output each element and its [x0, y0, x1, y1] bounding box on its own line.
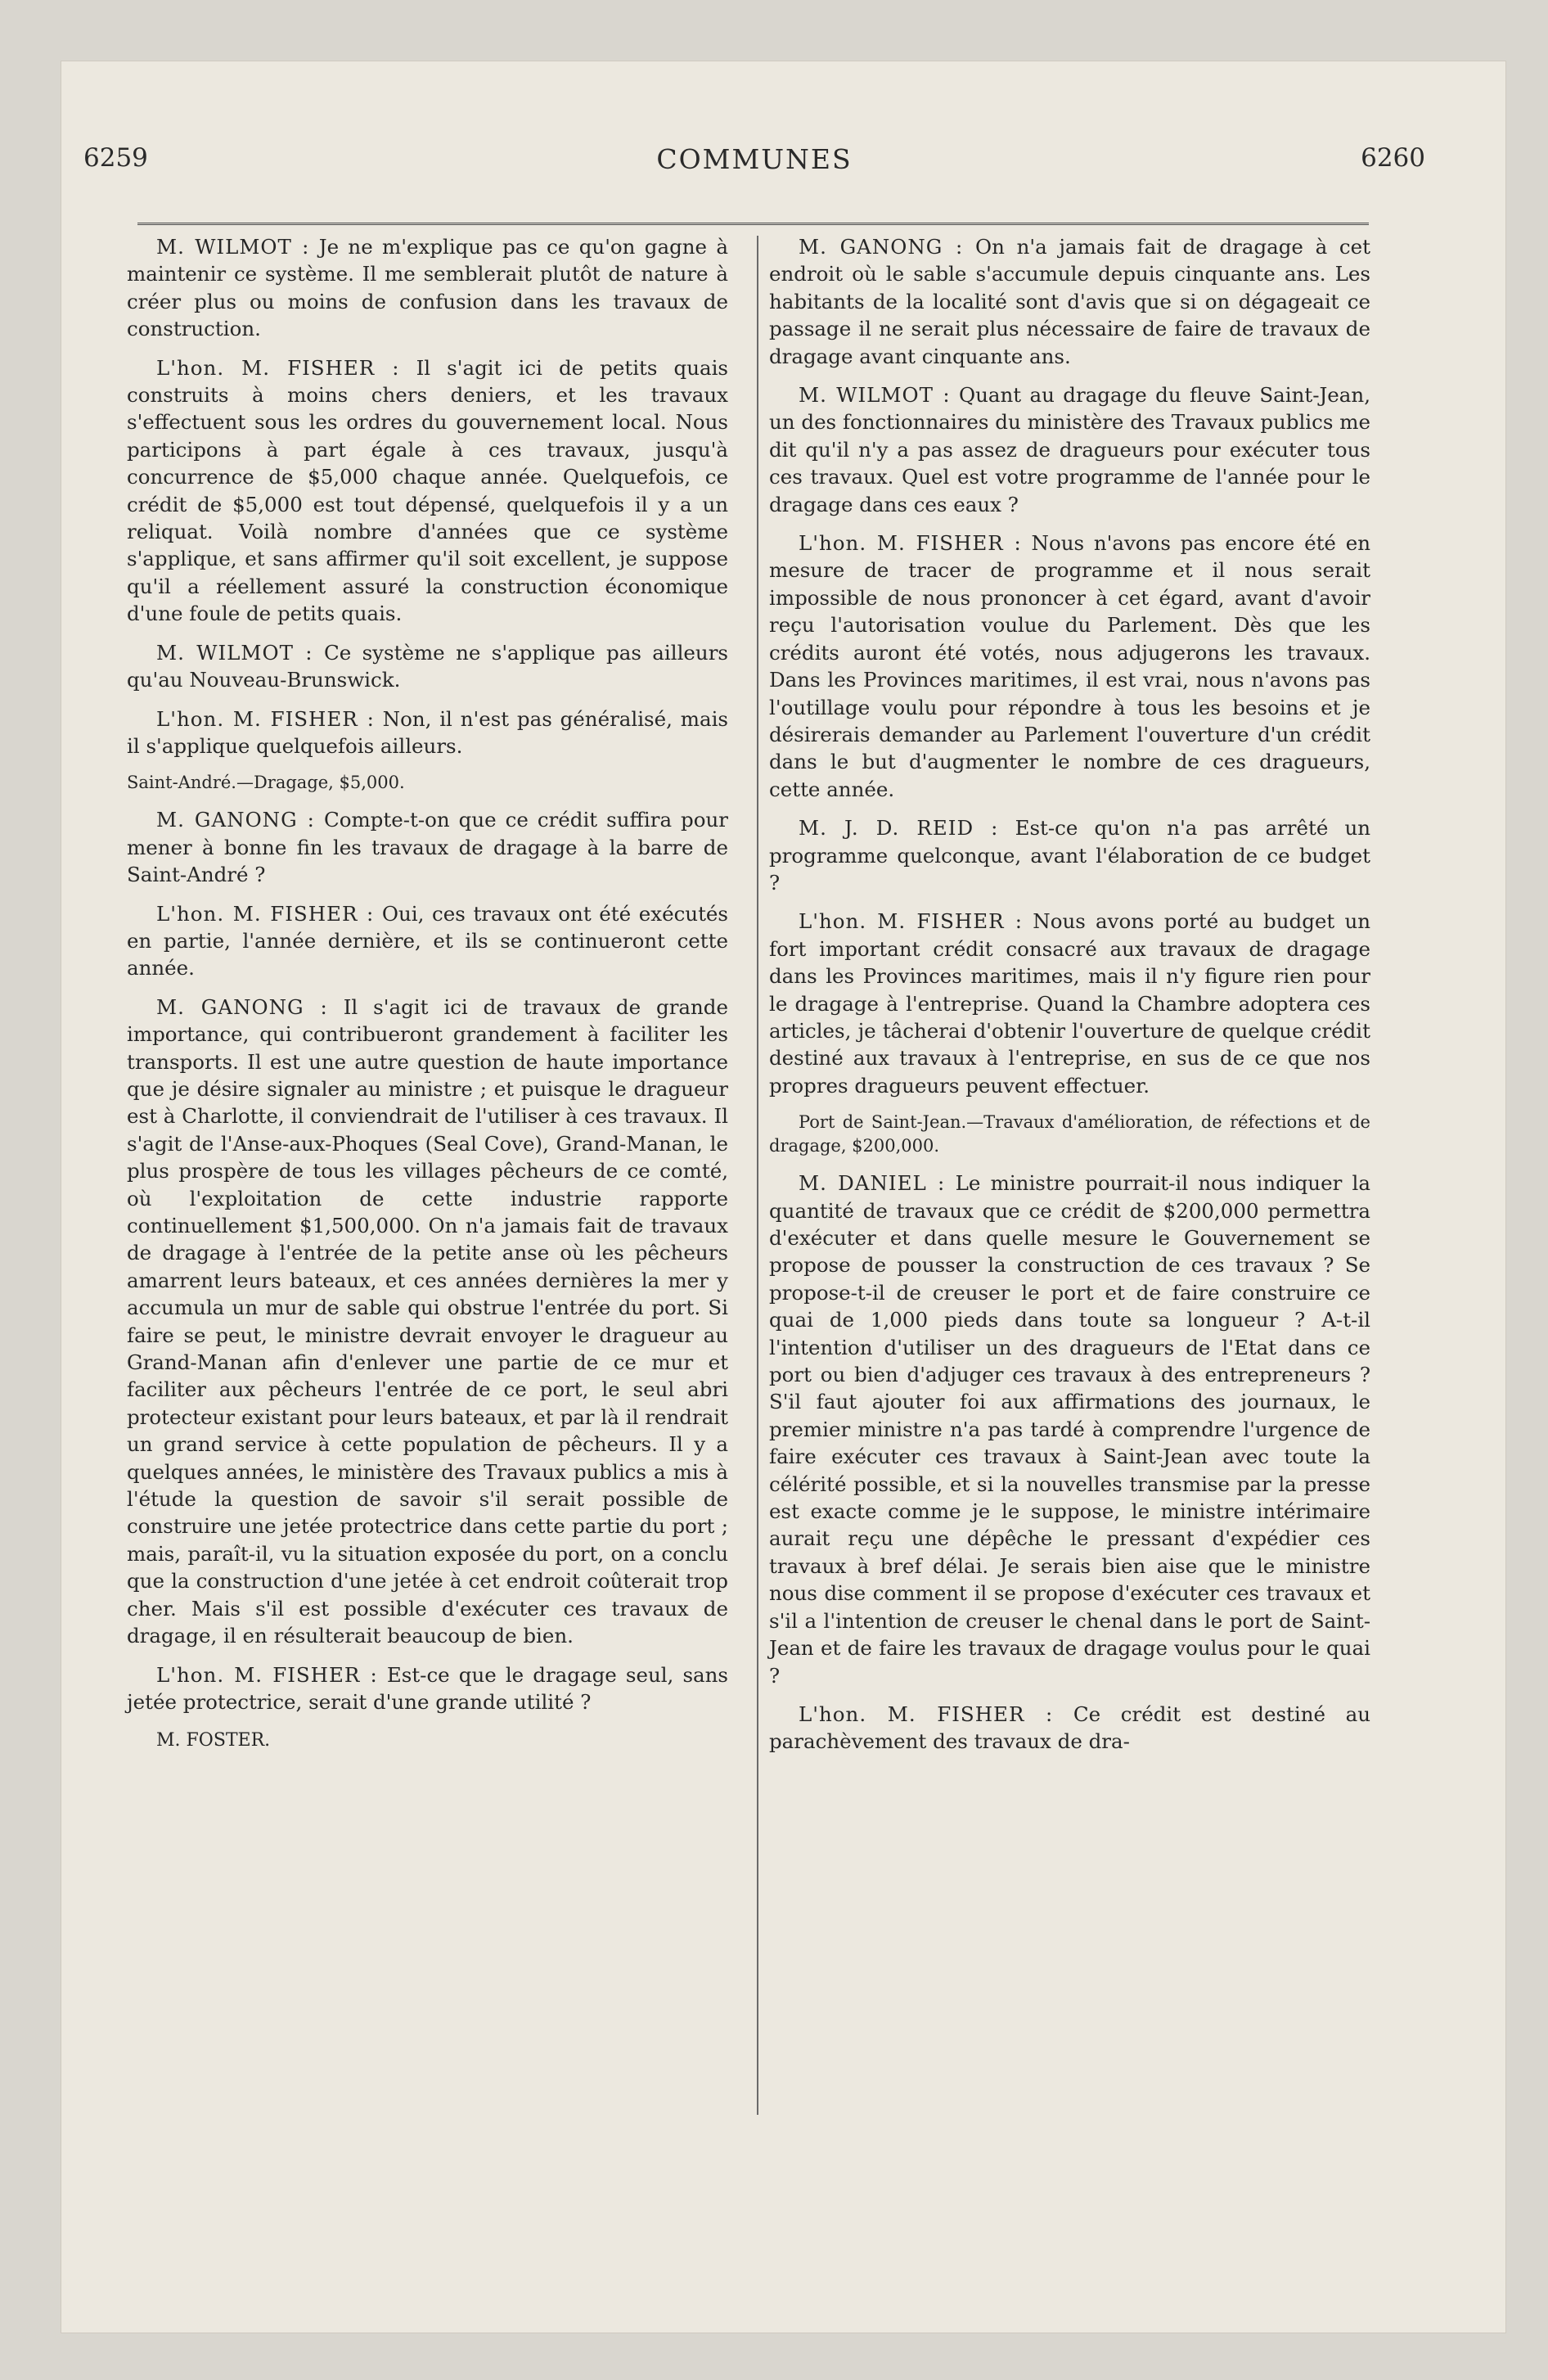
paragraph [127, 1661, 728, 1716]
speaker-name: L'hon. M. FISHER : [156, 706, 375, 731]
paragraph [127, 705, 728, 760]
page-title: COMMUNES [656, 143, 853, 175]
speaker-name: L'hon. M. FISHER : [156, 901, 375, 926]
budget-item: Saint-André.—Dragage, $5,000. [127, 773, 405, 793]
speaker-name: M. GANONG : [156, 994, 328, 1019]
page-number-left: 6259 [83, 143, 148, 173]
speaker-name: M. WILMOT : [799, 383, 951, 408]
speech-text: Non, il n'est pas généralisé, mais il s'applique quelquefois ailleurs. [127, 706, 728, 758]
speech-text: Nous n'avons pas encore été en mesure de tracer de programme et il nous serait impossible de nous prononcer à cet égard, avant d'avoir reçu l'autorisation voulue du Parlement. Dès que les crédits auront été votés, nous adjugerons les travaux. Dans les Provinces maritimes, il est vrai, nous n'avons pas l'outillage voulu pour répondre à tous les besoins et je désirerais demander au Parlement l'ouverture d'un crédit dans le but d'augmenter le nombre de ces dragueurs, cette année. [769, 531, 1370, 801]
speech-text: Le ministre pourrait-il nous indiquer la quantité de travaux que ce crédit de $200,000 permettra d'exécuter et dans quelle mesure le Gouvernement se propose de pousser la construction de ces travaux ? Se propose-t-il de creuser le port et de faire construire ce quai de 1,000 pieds dans toute sa longueur ? A-t-il l'intention d'utiliser un des dragueurs de l'Etat dans ce port ou bien d'adjuger ces travaux à des entrepreneurs ? S'il faut ajouter foi aux affirmations des journaux, le premier ministre n'a pas tardé à comprendre l'urgence de faire exécuter ces travaux à Saint-Jean avec toute la célérité possible, et si la nouvelles transmise par la presse est exacte comme je le suppose, le ministre intérimaire aurait reçu une dépêche le pressant d'expédier ces travaux à bref délai. Je serais bien aise que le ministre nous dise comment il se propose d'exécuter ces travaux et s'il a l'intention de creuser le chenal dans le port de Saint-Jean et de faire les travaux de dragage voulus pour le quai ? [769, 1171, 1370, 1688]
paragraph [127, 639, 728, 694]
speech-text: Quant au dragage du fleuve Saint-Jean, un des fonctionnaires du ministère des Travaux publics me dit qu'il n'y a pas assez de dragueurs pour exécuter tous ces travaux. Quel est votre programme de l'année pour le dragage dans ces eaux ? [769, 383, 1370, 516]
paragraph [769, 530, 1370, 803]
paragraph [127, 806, 728, 888]
speaker-name: M. DANIEL : [799, 1171, 946, 1196]
speaker-name: M. WILMOT : [156, 640, 313, 665]
paragraph [769, 908, 1370, 1099]
speech-text: On n'a jamais fait de dragage à cet endroit où le sable s'accumule depuis cinquante ans. Les habitants de la localité sont d'avis que si on dégageait ce passage il ne serait plus nécessaire de faire de travaux de dragage avant cinquante ans. [769, 235, 1370, 368]
speech-text: Compte-t-on que ce crédit suffira pour mener à bonne fin les travaux de dragage à la barre de Saint-André ? [127, 808, 728, 887]
budget-item: Port de Saint-Jean.—Travaux d'amélioration, de réfections et de dragage, $200,000. [769, 1112, 1370, 1156]
paragraph [127, 354, 728, 628]
paragraph [769, 233, 1370, 370]
speech-text: Ce crédit est destiné au parachèvement des travaux de dra- [769, 1702, 1370, 1754]
page-number-right: 6260 [1361, 143, 1425, 173]
speaker-name: L'hon. M. FISHER : [156, 355, 400, 380]
speaker-name: M. GANONG : [799, 235, 964, 259]
paragraph [127, 233, 728, 343]
paragraph [127, 994, 728, 1650]
speaker-name: L'hon. M. FISHER : [799, 909, 1024, 934]
speaker-name: M. GANONG : [156, 808, 315, 832]
speech-text: Est-ce qu'on n'a pas arrêté un programme quelconque, avant l'élaboration de ce budget ? [769, 816, 1371, 895]
speech-text: Je ne m'explique pas ce qu'on gagne à maintenir ce système. Il me semblerait plutôt de nature à créer plus ou moins de confusion dans les travaux de construction. [127, 235, 728, 341]
left-column [127, 233, 728, 1766]
paragraph [769, 814, 1370, 896]
speech-text: Est-ce que le dragage seul, sans jetée protectrice, serait d'une grande utilité ? [127, 1662, 728, 1714]
speech-text: Il s'agit ici de petits quais construits à moins chers deniers, et les travaux s'effectuent sous les ordres du gouvernement local. Nous participons à part égale à ces travaux, jusqu'à concurrence de $5,000 chaque année. Quelquefois, ce crédit de $5,000 est tout dépensé, quelquefois il y a un reliquat. Voilà nombre d'années que ce système s'applique, et sans affirmer qu'il soit excellent, je suppose qu'il a réellement assuré la construction économique d'une foule de petits quais. [127, 355, 728, 626]
speaker-name: L'hon. M. FISHER : [156, 1662, 378, 1687]
right-column [769, 233, 1370, 1767]
column-divider [757, 236, 758, 2115]
paragraph [127, 900, 728, 982]
speech-text: Nous avons porté au budget un fort important crédit consacré aux travaux de dragage dans les Provinces maritimes, mais il n'y figure rien pour le dragage à l'entreprise. Quand la Chambre adoptera ces articles, je tâcherai d'obtenir l'ouverture de quelque crédit destiné aux travaux à l'entreprise, en sus de ce que nos propres dragueurs peuvent effectuer. [769, 909, 1370, 1098]
speaker-name: L'hon. M. FISHER : [799, 1702, 1054, 1726]
paragraph [769, 381, 1370, 518]
speaker-name: L'hon. M. FISHER : [799, 531, 1022, 556]
paragraph [769, 1170, 1370, 1689]
header-rule [137, 223, 1369, 225]
signature-line: M. FOSTER. [156, 1730, 271, 1751]
speaker-name: M. J. D. REID : [799, 816, 999, 841]
speech-text: Oui, ces travaux ont été exécutés en partie, l'année dernière, et ils se continueront cette année. [127, 901, 728, 980]
page-header [83, 143, 1425, 184]
paragraph [769, 1701, 1370, 1756]
speech-text: Ce système ne s'applique pas ailleurs qu'au Nouveau-Brunswick. [127, 640, 728, 692]
speech-text: Il s'agit ici de travaux de grande importance, qui contribueront grandement à faciliter les transports. Il est une autre question de haute importance que je désire signaler au ministre ; et puisque le dragueur est à Charlotte, il conviendrait de l'utiliser à ces travaux. Il s'agit de l'Anse-aux-Phoques (Seal Cove), Grand-Manan, le plus prospère de tous les villages pêcheurs de ce comté, où l'exploitation de cette industrie rapporte continuellement $1,500,000. On n'a jamais fait de travaux de dragage à l'entrée de la petite anse où les pêcheurs amarrent leurs bateaux, et ces années dernières la mer y accumula un mur de sable qui obstrue l'entrée du port. Si faire se peut, le ministre devrait envoyer le dragueur au Grand-Manan afin d'enlever une partie de ce mur et faciliter aux pêcheurs l'entrée de ce port, le seul abri protecteur existant pour leurs bateaux, et par là il rendrait un grand service à cette population de pêcheurs. Il y a quelques années, le ministère des Travaux publics a mis à l'étude la question de savoir s'il serait possible de construire une jetée protectrice dans cette partie du port ; mais, paraît-il, vu la situation exposée du port, on a conclu que la construction d'une jetée à cet endroit coûterait trop cher. Mais s'il est possible d'exécuter ces travaux de dragage, il en résulterait beaucoup de bien. [127, 994, 728, 1648]
speaker-name: M. WILMOT : [156, 235, 310, 259]
